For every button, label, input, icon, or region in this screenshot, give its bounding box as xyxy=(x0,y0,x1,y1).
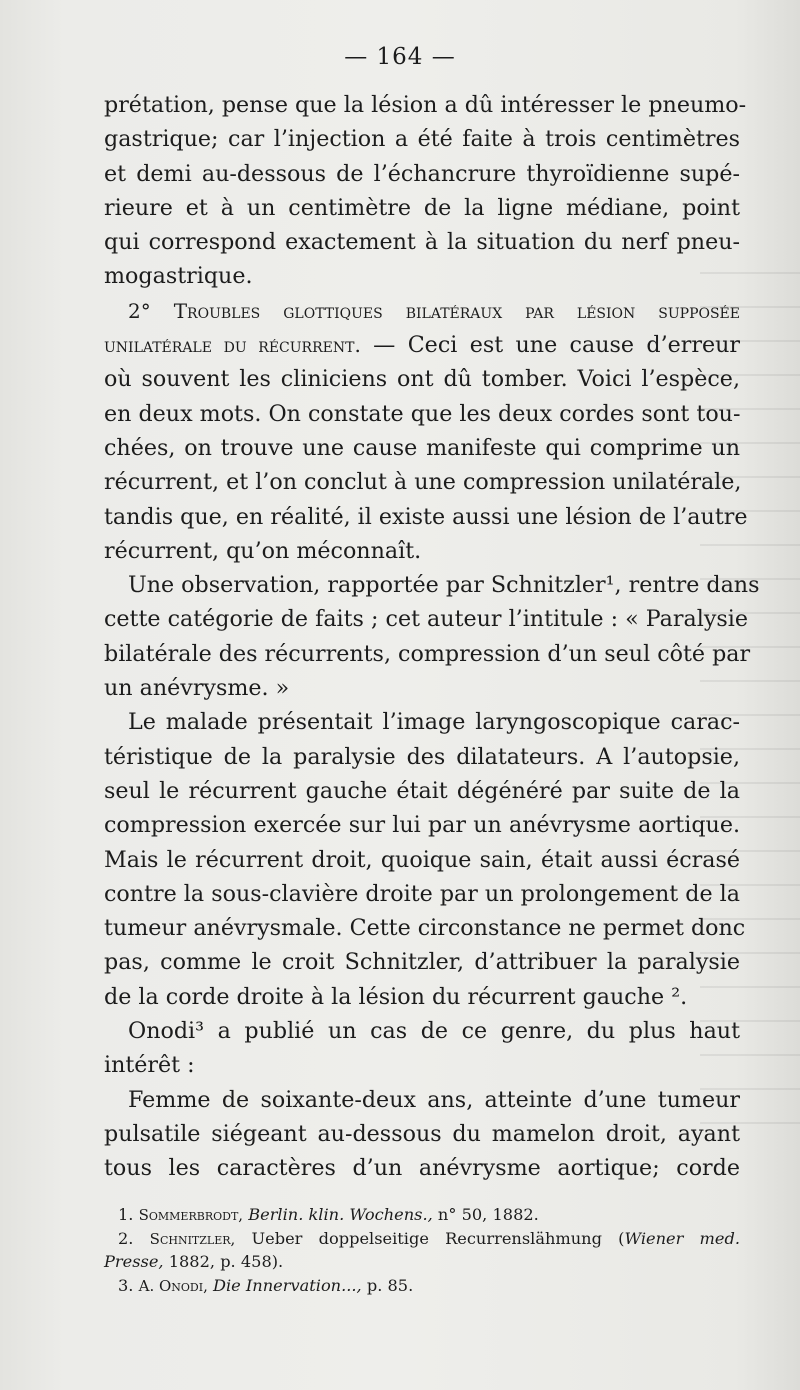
text-line: prétation, pense que la lésion a dû intéresser le pneumo- xyxy=(104,92,747,118)
text-line: téristique de la paralysie des dilatateurs. A l’autopsie, xyxy=(104,743,740,770)
text-line: où souvent les cliniciens ont dû tomber. Voici l’espèce, xyxy=(104,366,740,393)
footnote-rest: 1882, p. 458). xyxy=(163,1252,284,1271)
text-line: Une observation, rapportée par Schnitzler¹, rentre dans xyxy=(128,572,760,599)
text-line: bilatérale des récurrents, compression d’un seul côté par xyxy=(104,640,751,667)
footnote-label: 3. xyxy=(118,1275,134,1295)
text-line: Le malade présentait l’image laryngoscopique carac- xyxy=(128,709,740,736)
footnote-work: Presse, xyxy=(104,1252,164,1271)
text-line: tandis que, en réalité, il existe aussi une lésion de l’autre xyxy=(104,503,748,530)
footnote-3 xyxy=(104,1274,740,1298)
text-line: contre la sous-clavière droite par un prolongement de la xyxy=(104,880,740,907)
footnote-author: Schnitzler, xyxy=(149,1229,236,1248)
text-fragment: — Ceci est une cause d’erreur xyxy=(360,332,740,359)
footnote-author: A. Onodi, xyxy=(138,1276,208,1295)
section-heading: 2° Troubles glottiques bilatéraux par lésion supposée xyxy=(128,298,740,323)
text-line: seul le récurrent gauche était dégénéré par suite de la xyxy=(104,777,740,804)
footnote-label: 1. xyxy=(118,1205,134,1224)
footnote-title: Ueber doppelseitige Recurrenslähmung ( xyxy=(235,1228,625,1248)
section-heading-line xyxy=(104,328,740,362)
text-line: pulsatile siégeant au-dessous du mamelon droit, ayant xyxy=(104,1120,740,1147)
footnote-rest: p. 85. xyxy=(361,1275,414,1295)
footnote-work: Wiener med. xyxy=(624,1228,740,1248)
footnote-rest: n° 50, 1882. xyxy=(432,1205,539,1224)
text-line: en deux mots. On constate que les deux cordes sont tou- xyxy=(104,400,741,427)
footnote-label: 2. xyxy=(118,1228,134,1248)
footnote-2 xyxy=(104,1227,740,1251)
text-line: tous les caractères d’un anévrysme aortique; corde xyxy=(104,1155,740,1182)
text-line: rieure et à un centimètre de la ligne médiane, point xyxy=(104,194,740,221)
body-text xyxy=(104,88,760,1186)
footnote-2-cont xyxy=(104,1250,740,1274)
text-line: Onodi³ a publié un cas de ce genre, du plus haut xyxy=(128,1018,740,1045)
text-line: de la corde droite à la lésion du récurrent gauche ². xyxy=(104,983,688,1010)
footnote-1 xyxy=(104,1203,740,1227)
text-line: récurrent, qu’on méconnaît. xyxy=(104,537,422,564)
section-heading-cont: unilatérale du récurrent. xyxy=(104,333,361,358)
footnotes xyxy=(104,1203,740,1297)
section-heading-line xyxy=(104,294,740,328)
text-line: mogastrique. xyxy=(104,263,253,290)
text-line: cette catégorie de faits ; cet auteur l’intitule : « Paralysie xyxy=(104,606,748,633)
text-line: Mais le récurrent droit, quoique sain, était aussi écrasé xyxy=(104,846,740,873)
text-line: chées, on trouve une cause manifeste qui comprime un xyxy=(104,434,740,461)
footnote-author: Sommerbrodt, xyxy=(138,1206,244,1224)
text-line: qui correspond exactement à la situation du nerf pneu- xyxy=(104,229,740,256)
page-number: — 164 — xyxy=(344,44,456,70)
text-line: gastrique; car l’injection a été faite à trois centimètres xyxy=(104,126,740,153)
text-line: tumeur anévrysmale. Cette circonstance ne permet donc xyxy=(104,915,746,942)
text-line: pas, comme le croit Schnitzler, d’attribuer la paralysie xyxy=(104,949,740,976)
footnote-work: Die Innervation..., xyxy=(213,1275,362,1295)
text-line: intérêt : xyxy=(104,1052,195,1079)
text-line: récurrent, et l’on conclut à une compression unilatérale, xyxy=(104,469,742,496)
text-line: et demi au-dessous de l’échancrure thyroïdienne supé- xyxy=(104,160,740,187)
text-line: compression exercée sur lui par un anévrysme aortique. xyxy=(104,812,740,839)
text-line: un anévrysme. » xyxy=(104,675,290,702)
footnote-work: Berlin. klin. Wochens., xyxy=(248,1205,433,1224)
text-line: Femme de soixante-deux ans, atteinte d’une tumeur xyxy=(128,1086,740,1113)
